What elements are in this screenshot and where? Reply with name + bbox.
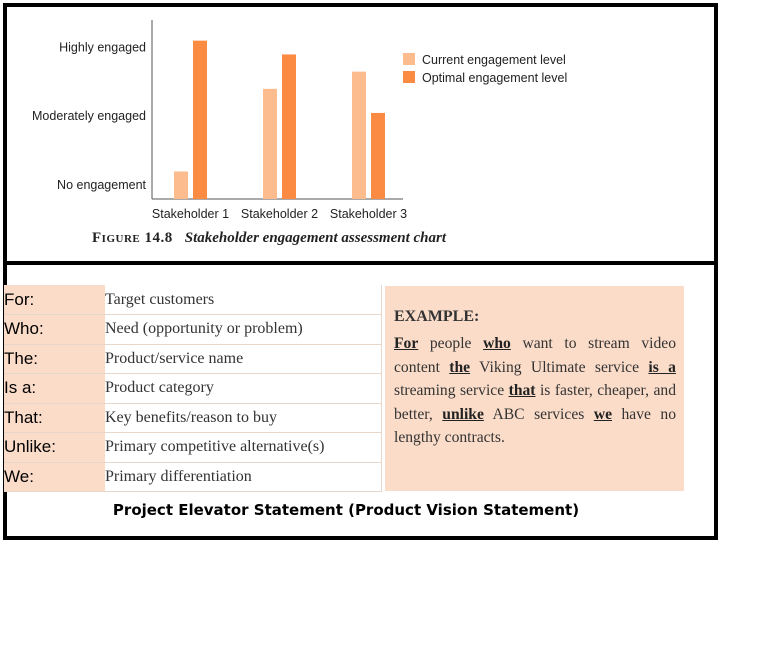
row-value: Primary differentiation [105, 462, 381, 492]
example-text [394, 332, 676, 450]
example-keyword: we [593, 405, 612, 423]
row-key: Unlike: [4, 433, 105, 463]
example-title: EXAMPLE: [394, 308, 480, 325]
legend-swatch [403, 71, 415, 83]
example-text-part: is faster, cheaper, and better, [394, 382, 676, 423]
x-tick-labels [152, 207, 407, 221]
example-text-part: want to stream video content [394, 335, 676, 376]
example-text-part: streaming service [394, 382, 509, 399]
figure-caption [92, 230, 446, 247]
y-tick-label: No engagement [57, 178, 146, 192]
example-text-part: have no lengthy contracts. [394, 405, 677, 446]
bar-current-1 [174, 171, 188, 199]
legend-label: Current engagement level [422, 53, 566, 67]
x-tick-label: Stakeholder 3 [329, 207, 408, 221]
row-key: We: [4, 462, 105, 492]
row-key: The: [4, 344, 105, 374]
example-text-part: people [418, 335, 484, 352]
row-key: For: [4, 285, 105, 315]
vision-table [4, 285, 382, 492]
y-tick-label: Moderately engaged [32, 109, 146, 124]
y-tick-label: Highly engaged [59, 40, 146, 55]
table-row [4, 462, 381, 492]
bars-group [174, 41, 385, 199]
bar-current-3 [352, 72, 366, 199]
example-keyword: unlike [442, 405, 484, 423]
y-tick-labels [32, 40, 147, 192]
table-row [4, 344, 381, 374]
table-row [4, 285, 381, 315]
row-value: Product category [105, 374, 381, 404]
example-text-part: Viking Ultimate service [470, 358, 649, 376]
row-value: Need (opportunity or problem) [105, 315, 381, 345]
row-value: Key benefits/reason to buy [105, 403, 381, 433]
x-tick-label: Stakeholder 1 [151, 207, 230, 221]
row-key: Who: [4, 315, 105, 345]
x-tick-label: Stakeholder 2 [240, 207, 319, 221]
table-row [4, 403, 381, 433]
figure-title: Stakeholder engagement assessment chart [184, 230, 446, 246]
bar-current-2 [263, 89, 277, 199]
example-keyword: the [449, 358, 471, 376]
table-row [4, 315, 381, 345]
row-value: Primary competitive alternative(s) [105, 433, 381, 463]
example-keyword: that [508, 382, 536, 399]
engagement-chart [0, 0, 757, 260]
example-keyword: is a [648, 358, 676, 376]
bar-optimal-1 [193, 41, 207, 199]
legend-swatch [403, 53, 415, 65]
chart-legend [403, 53, 567, 85]
row-key: Is a: [4, 374, 105, 404]
row-value: Target customers [105, 285, 381, 315]
table-row [4, 374, 381, 404]
row-value: Product/service name [105, 344, 381, 374]
example-keyword: who [483, 335, 511, 352]
example-keyword: For [394, 335, 419, 352]
legend-label: Optimal engagement level [422, 71, 568, 85]
example-text-part: ABC services [483, 405, 594, 423]
row-key: That: [4, 403, 105, 433]
bar-optimal-2 [282, 54, 296, 199]
bar-optimal-3 [371, 113, 385, 199]
bottom-caption: Project Elevator Statement (Product Vision Statement) [112, 501, 580, 519]
table-row [4, 433, 381, 463]
figure-number: Figure 14.8 [92, 230, 173, 246]
example-box [385, 286, 684, 491]
